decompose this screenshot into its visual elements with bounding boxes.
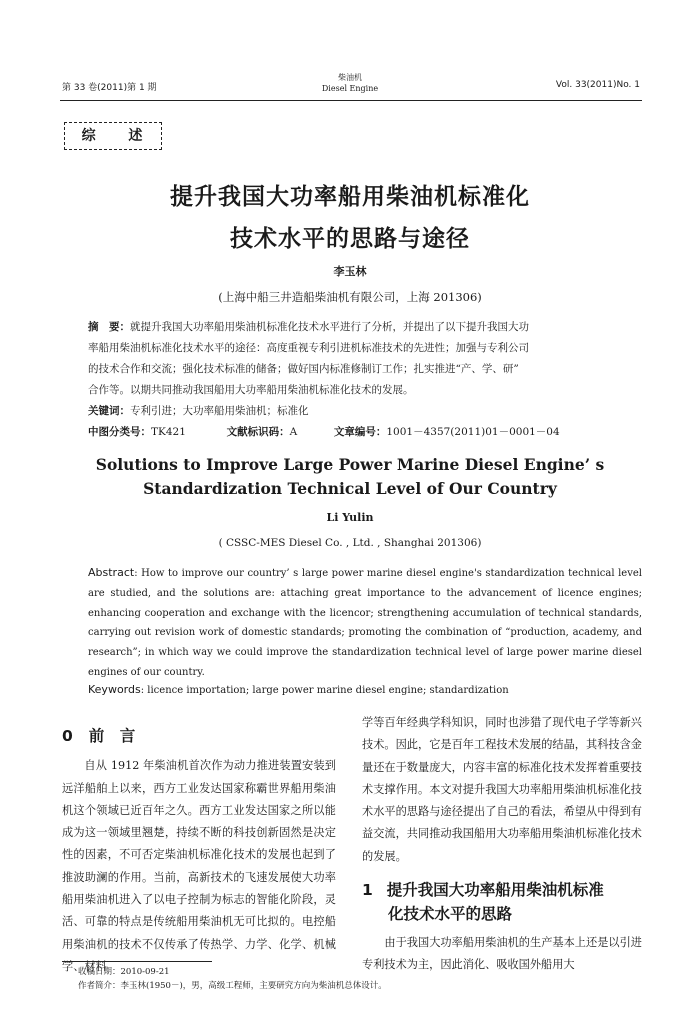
author-bio: 作者简介：李玉林(1950－)，男，高级工程师，主要研究方向为柴油机总体设计。	[78, 981, 387, 991]
clc-value: TK421	[151, 426, 186, 438]
abstract-cn	[88, 317, 642, 443]
header-rule	[60, 100, 642, 101]
title-cn-line1: 提升我国大功率船用柴油机标准化	[170, 184, 530, 210]
section-1-number: 1	[362, 881, 373, 900]
received-date: 收稿日期：2010-09-21	[78, 967, 170, 977]
abstract-en: Abstract: How to improve our country’ s large power marine diesel engine's standardization technical level are studied, and the solutions are: attaching great importance to the advancement of licence engines; enhancing cooperation and exchange with the licencor; strengthening accumulation of technical standards, carrying out revision work of domestic standards; promoting the combination of “production, academy, and research”; in which way we could improve the standardization technical level of large power marine diesel engines of our country.	[88, 566, 642, 678]
section-0-body: 自从 1912 年柴油机首次作为动力推进装置安装到远洋船舶上以来，西方工业发达国家称霸世界船用柴油机这个领域已近百年之久。西方工业发达国家之所以能成为这一领域里翘楚，持续不断的科技创新固然是决定性的因素，不可否定柴油机标准化技术的发展也起到了推波助澜的作用。当前，高新技术的飞速发展使大功率船用柴油机进入了以电子控制为标志的智能化阶段，灵活、可靠的特点是传统船用柴油机无可比拟的。电控船用柴油机的技术不仅传承了传热学、力学、化学、机械学、材料	[62, 759, 336, 973]
journal-name-cn: 柴油机	[338, 73, 362, 82]
keywords-en-text: licence importation; large power marine diesel engine; standardization	[147, 685, 509, 696]
footnote-rule	[62, 961, 212, 962]
section-0-number: 0	[62, 727, 73, 745]
abstract-en-text: How to improve our country’ s large power marine diesel engine's standardization technical level are studied, and the solutions are: attaching great importance to the advancement of licence engines; enhancing cooperation and exchange with the licencor; strengthening accumulation of technical standards, carrying out revision work of domestic standards; promoting the combination of “production, academy, and research”; in which way we could improve the standardization technical level of large power marine diesel engines of our country.	[88, 568, 642, 678]
section-1-title-line2: 化技术水平的思路	[388, 905, 513, 924]
clc-label: 中图分类号：	[88, 426, 151, 438]
keywords-cn-label: 关键词：	[88, 405, 130, 417]
section-1-body: 由于我国大功率船用柴油机的生产基本上还是以引进专利技术为主，因此消化、吸收国外船用大	[362, 936, 642, 972]
abstract-cn-label: 摘 要：	[88, 321, 130, 333]
abstract-cn-line: 合作等。以期共同推动我国船用大功率船用柴油机标准化技术的发展。	[88, 384, 414, 396]
title-en-line1: Solutions to Improve Large Power Marine Diesel Engine’ s	[95, 455, 605, 474]
title-en-line2: Standardization Technical Level of Our Country	[143, 479, 557, 498]
footnotes	[78, 965, 387, 993]
abstract-cn-line: 就提升我国大功率船用柴油机标准化技术水平进行了分析，并提出了以下提升我国大功	[130, 321, 529, 333]
section-1-heading	[362, 878, 642, 926]
affiliation-en: ( CSSC-MES Diesel Co. , Ltd. , Shanghai 201306)	[218, 537, 482, 549]
classification-row	[88, 422, 642, 443]
right-column	[362, 712, 642, 977]
running-header-left: 第 33 卷(2011)第 1 期	[62, 83, 157, 93]
section-0-title: 前 言	[88, 727, 136, 745]
author-en: Li Yulin	[326, 511, 374, 524]
keywords-cn-text: 专利引进；大功率船用柴油机；标准化	[130, 405, 309, 417]
doc-code-label: 文献标识码：	[226, 426, 290, 438]
doc-code-value: A	[289, 426, 298, 438]
article-number-label: 文章编号：	[333, 426, 387, 438]
keywords-en-label: Keywords	[88, 683, 141, 696]
abstract-en-label: Abstract	[88, 566, 135, 579]
keywords-en: Keywords: licence importation; large power marine diesel engine; standardization	[88, 683, 509, 696]
keywords-cn	[88, 401, 642, 422]
section-0-heading	[62, 725, 336, 747]
article-number-value: 1001－4357(2011)01－0001－04	[386, 426, 560, 438]
abstract-cn-line: 的技术合作和交流；强化技术标准的储备；做好国内标准修制订工作；扎实推进“产、学、研”	[88, 363, 519, 375]
left-column	[62, 725, 336, 978]
section-label: 综 述	[64, 122, 162, 150]
section-1-title-line1: 提升我国大功率船用柴油机标准	[386, 881, 604, 900]
title-cn-line2: 技术水平的思路与途径	[230, 226, 470, 252]
author-cn: 李玉林	[333, 265, 367, 278]
affiliation-cn: (上海中船三井造船柴油机有限公司，上海 201306)	[218, 290, 482, 304]
journal-name-en: Diesel Engine	[321, 84, 379, 93]
intro-continuation: 学等百年经典学科知识，同时也涉猎了现代电子学等新兴技术。因此，它是百年工程技术发展的结晶，其科技含金量还在于数量庞大，内容丰富的标准化技术发挥着重要技术支撑作用。本文对提升我国大功率船用柴油机标准化技术水平的思路与途径提出了自己的看法，希望从中得到有益交流，共同推动我国船用大功率船用柴油机标准化技术的发展。	[362, 716, 642, 863]
abstract-cn-line: 率船用柴油机标准化技术水平的途径：高度重视专利引进机标准技术的先进性；加强与专利公司	[88, 342, 529, 354]
running-header-right: Vol. 33(2011)No. 1	[555, 80, 640, 90]
